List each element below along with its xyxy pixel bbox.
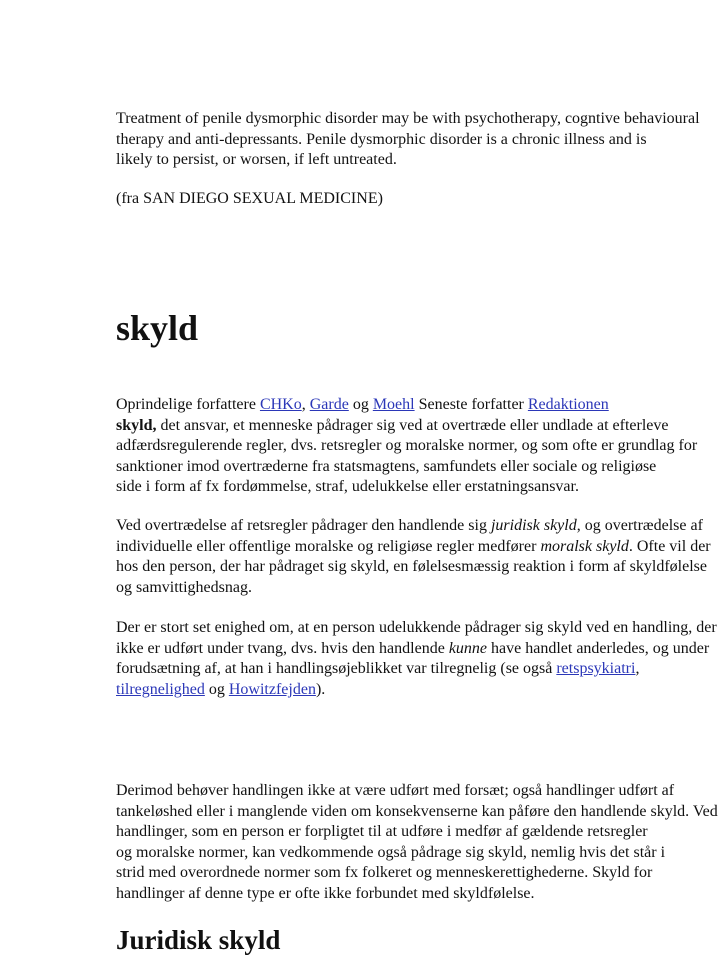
text-line: therapy and anti-depressants. Penile dysmorphic disorder is a chronic illness and is <box>116 130 647 148</box>
author-link-moehl[interactable]: Moehl <box>372 396 415 413</box>
text-line: og moralske normer, kan vedkommende også pådrage sig skyld, nemlig hvis det står i <box>116 843 666 861</box>
text-line: sanktioner imod overtræderne fra statsmagtens, samfundets eller sociale og religiøse <box>116 457 657 475</box>
term-bold: skyld, <box>116 416 157 434</box>
author-link-chko[interactable]: CHKo <box>259 396 302 413</box>
text-line <box>116 516 711 537</box>
text-line <box>116 680 717 701</box>
text-line: tankeløshed eller i manglende viden om konsekvenserne kan påføre den handlende skyld. Ved <box>116 802 718 820</box>
link-tilregnelighed[interactable]: tilregnelighed <box>116 680 205 698</box>
emphasis: kunne <box>448 639 488 657</box>
source-text: (fra SAN DIEGO SEXUAL MEDICINE) <box>116 190 383 207</box>
text-span: , <box>635 660 640 678</box>
text-line: og samvittighedsnag. <box>116 578 252 596</box>
emphasis: juridisk skyld <box>490 517 577 534</box>
text-line: Der er stort set enighed om, at en person udelukkende pådrager sig skyld ved en handling, der <box>116 619 717 636</box>
text-span: ikke er udført under tvang, dvs. hvis den handlende <box>116 639 449 657</box>
text-span: og <box>204 680 229 698</box>
source-note <box>116 189 383 210</box>
text-span: have handlet anderledes, og under <box>487 639 710 657</box>
text-span: . Ofte vil der <box>628 537 711 555</box>
text-line: Treatment of penile dysmorphic disorder may be with psychotherapy, cogntive behavioural <box>116 110 700 127</box>
latest-author-link[interactable]: Redaktionen <box>527 396 609 413</box>
page-title: skyld <box>116 308 199 348</box>
text-line: side i form af fx fordømmelse, straf, udelukkelse eller erstatningsansvar. <box>116 478 579 496</box>
link-retspsykiatri[interactable]: retspsykiatri <box>556 660 636 678</box>
paragraph-2 <box>116 516 711 598</box>
text-line: handlinger af denne type er ofte ikke forbundet med skyldfølelse. <box>116 884 535 902</box>
text-line: strid med overordnede normer som fx folkeret og menneskerettighederne. Skyld for <box>116 864 653 882</box>
text-span: forudsætning af, at han i handlingsøjeblikket var tilregnelig (se også <box>116 660 557 678</box>
authors-label: Oprindelige forfattere <box>116 396 256 413</box>
authors-line <box>116 395 697 416</box>
text-line <box>116 659 717 680</box>
latest-author-label: Seneste forfatter <box>418 396 524 413</box>
text-line <box>116 416 697 437</box>
paragraph-4 <box>116 781 718 905</box>
article-first-paragraph <box>116 395 697 498</box>
section-heading: Juridisk skyld <box>116 925 281 955</box>
comma: , <box>301 396 306 413</box>
paragraph-3 <box>116 618 717 700</box>
emphasis: moralsk skyld <box>540 537 629 555</box>
link-howitzfejden[interactable]: Howitzfejden <box>228 680 316 698</box>
text-line: handlinger, som en person er forpligtet til at udføre i medfør af gældende retsregler <box>116 823 648 841</box>
text-span: ). <box>315 680 326 698</box>
author-link-garde[interactable]: Garde <box>309 396 349 413</box>
definition-text: det ansvar, et menneske pådrager sig ved at overtræde eller undlade at efterleve <box>156 416 669 434</box>
text-line <box>116 639 717 660</box>
text-line: likely to persist, or worsen, if left untreated. <box>116 151 397 169</box>
text-span: individuelle eller offentlige moralske og religiøse regler medfører <box>116 537 541 555</box>
text-span: Ved overtrædelse af retsregler pådrager den handlende sig <box>116 517 491 534</box>
text-line <box>116 537 711 558</box>
text-line: hos den person, der har pådraget sig skyld, en følelsesmæssig reaktion i form af skyldfølelse <box>116 558 707 576</box>
text-line: Derimod behøver handlingen ikke at være udført med forsæt; også handlinger udført af <box>116 782 675 799</box>
intro-paragraph <box>116 109 700 171</box>
text-span: , og overtrædelse af <box>576 517 703 534</box>
og-text: og <box>352 396 369 413</box>
text-line: adfærdsregulerende regler, dvs. retsregler og moralske normer, og som ofte er grundlag for <box>116 437 698 455</box>
